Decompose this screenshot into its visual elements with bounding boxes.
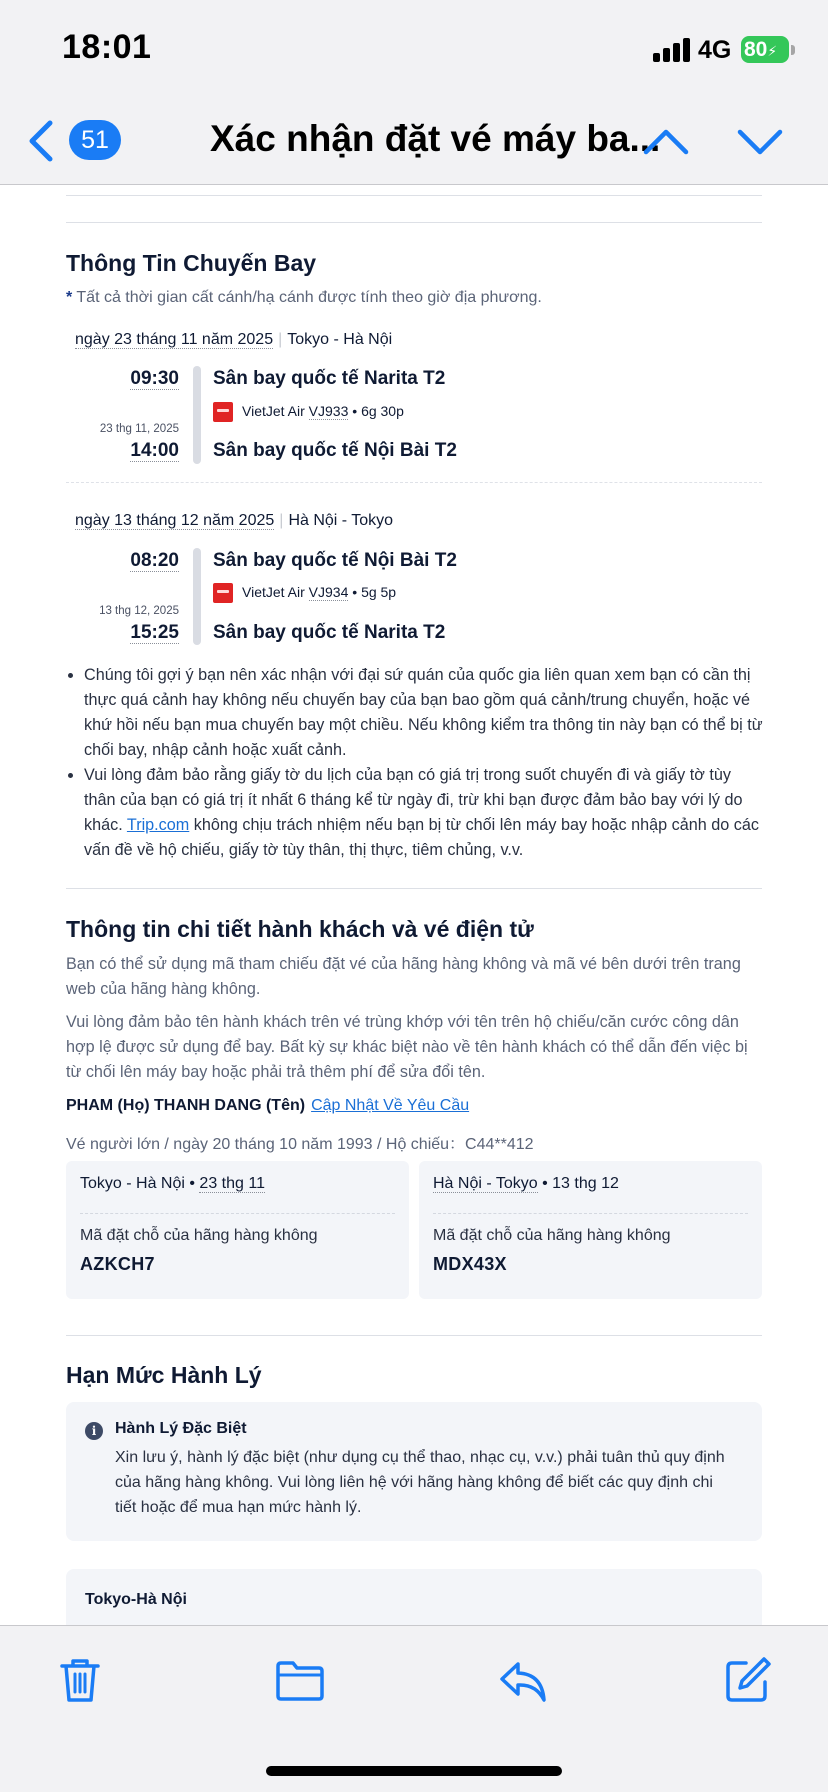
flight-2-arrive-airport: Sân bay quốc tế Narita T2 <box>213 622 446 643</box>
flight-1-arrive-time: 14:00 <box>130 440 179 461</box>
passenger-name: PHAM (Họ) THANH DANG (Tên) Cập Nhật Về Yêu Cầu <box>66 1097 470 1114</box>
battery-level: 80 <box>744 38 768 61</box>
home-indicator <box>266 1766 562 1776</box>
vietjet-logo-icon <box>213 402 233 422</box>
flight-2-date-route: ngày 13 tháng 12 năm 2025 | Hà Nội - Tokyo <box>75 512 394 529</box>
info-icon: i <box>85 1422 103 1440</box>
flight-1-airline-info: VietJet Air VJ933 • 6g 30p <box>242 403 404 419</box>
divider <box>66 222 762 223</box>
update-request-link[interactable]: Cập Nhật Về Yêu Cầu <box>311 1097 470 1114</box>
baggage-title: Hạn Mức Hành Lý <box>66 1362 262 1388</box>
signal-icon <box>653 38 691 62</box>
divider <box>66 888 762 889</box>
pnr-code: AZKCH7 <box>80 1254 155 1274</box>
special-baggage-title: Hành Lý Đặc Biệt <box>115 1420 247 1437</box>
pnr-route: Tokyo - Hà Nội • 23 thg 11 <box>80 1175 265 1192</box>
baggage-route-card <box>66 1569 762 1625</box>
compose-icon[interactable] <box>724 1656 772 1704</box>
flight-info-title: Thông Tin Chuyến Bay <box>66 250 317 276</box>
flight-1-timeline <box>193 366 201 464</box>
passenger-para-2: Vui lòng đảm bảo tên hành khách trên vé trùng khớp với tên trên hộ chiếu/căn cước công dân hợp lệ được sử dụng để bay. Bất kỳ sự khác biệt nào về tên hành khách có thể dẫn đến việc bị từ chối lên máy bay hoặc phải trả thêm phí để sửa đổi tên. <box>66 1013 748 1081</box>
email-subject-title: Xác nhận đặt vé máy ba... <box>210 118 661 159</box>
pnr-card-return <box>419 1161 762 1299</box>
battery-tip <box>791 45 795 55</box>
flight-1-arrive-airport: Sân bay quốc tế Nội Bài T2 <box>213 440 457 461</box>
next-message-icon[interactable] <box>736 120 784 162</box>
nav-bar <box>0 100 828 185</box>
flight-2-airline-info: VietJet Air VJ934 • 5g 5p <box>242 584 397 600</box>
network-label: 4G <box>698 36 732 64</box>
pnr-route: Hà Nội - Tokyo • 13 thg 12 <box>433 1175 619 1192</box>
flight-1-date-route: ngày 23 tháng 11 năm 2025 | Tokyo - Hà Nội <box>75 331 393 348</box>
list-item: • Chúng tôi gợi ý bạn nên xác nhận với đại sứ quán của quốc gia liên quan xem bạn có cần thị thực quá cảnh hay không nếu chuyến bay của bạn bao gồm quá cảnh/trung chuyển, hoặc vé khứ hồi nếu bạn mua chuyến bay một chiều. Nếu không kiểm tra thông tin này bạn có thể bị từ chối bay, nhập cảnh hoặc xuất cảnh. <box>84 663 766 763</box>
baggage-route-label: Tokyo-Hà Nội <box>85 1591 187 1608</box>
flight-1-depart-time: 09:30 <box>130 368 179 389</box>
flight-2-depart-airport: Sân bay quốc tế Nội Bài T2 <box>213 550 457 571</box>
passenger-section-title: Thông tin chi tiết hành khách và vé điện tử <box>66 916 534 942</box>
flight-2-depart-time: 08:20 <box>130 550 179 571</box>
pnr-code: MDX43X <box>433 1254 507 1274</box>
battery-icon: 80⚡ <box>741 36 789 63</box>
divider <box>66 482 762 483</box>
divider <box>433 1213 748 1214</box>
back-chevron-icon[interactable] <box>22 118 62 164</box>
folder-icon[interactable] <box>275 1656 325 1704</box>
flight-time-note: * Tất cả thời gian cất cánh/hạ cánh được tính theo giờ địa phương. <box>66 289 542 306</box>
flight-2-timeline <box>193 548 201 645</box>
flight-2-arrive-date: 13 thg 12, 2025 <box>99 605 179 617</box>
list-item: • Vui lòng đảm bảo rằng giấy tờ du lịch của bạn có giá trị trong suốt chuyến đi và giấy tờ tùy thân của bạn có giá trị ít nhất 6 tháng kể từ ngày đi, trừ khi bạn được đảm bảo bay với lý do khác. Trip.com không chịu trách nhiệm nếu bạn bị từ chối lên máy bay hoặc nhập cảnh do các vấn đề về hộ chiếu, giấy tờ tùy thân, thị thực, tiêm chủng, v.v. <box>84 763 766 863</box>
divider <box>66 195 762 196</box>
status-time: 18:01 <box>62 28 152 66</box>
pnr-card-outbound <box>66 1161 409 1299</box>
pnr-label: Mã đặt chỗ của hãng hàng không <box>433 1227 671 1244</box>
flight-1-depart-airport: Sân bay quốc tế Narita T2 <box>213 368 446 389</box>
pnr-label: Mã đặt chỗ của hãng hàng không <box>80 1227 318 1244</box>
passenger-meta: Vé người lớn / ngày 20 tháng 10 năm 1993 / Hộ chiếu：C44**412 <box>66 1136 534 1153</box>
flight-2-arrive-time: 15:25 <box>130 622 179 643</box>
divider <box>66 1335 762 1336</box>
flight-1-arrive-date: 23 thg 11, 2025 <box>99 423 179 435</box>
trash-icon[interactable] <box>57 1656 103 1704</box>
special-baggage-body: Xin lưu ý, hành lý đặc biệt (như dụng cụ thể thao, nhạc cụ, v.v.) phải tuân thủ quy định của hãng hàng không. Vui lòng liên hệ với hãng hàng không để biết các quy định chi tiết hoặc để mua hạn mức hành lý. <box>115 1449 725 1516</box>
reply-icon[interactable] <box>498 1656 548 1704</box>
previous-message-icon[interactable] <box>642 120 690 162</box>
trip-com-link[interactable]: Trip.com <box>126 816 190 834</box>
vietjet-logo-icon <box>213 583 233 603</box>
passenger-para-1: Bạn có thể sử dụng mã tham chiếu đặt vé của hãng hàng không và mã vé bên dưới trên trang web của hãng hàng không. <box>66 955 741 998</box>
divider <box>80 1213 395 1214</box>
unread-count-badge[interactable]: 51 <box>69 120 121 160</box>
special-baggage-notice <box>66 1402 762 1541</box>
status-bar <box>0 0 828 100</box>
travel-notice-list <box>66 663 766 863</box>
